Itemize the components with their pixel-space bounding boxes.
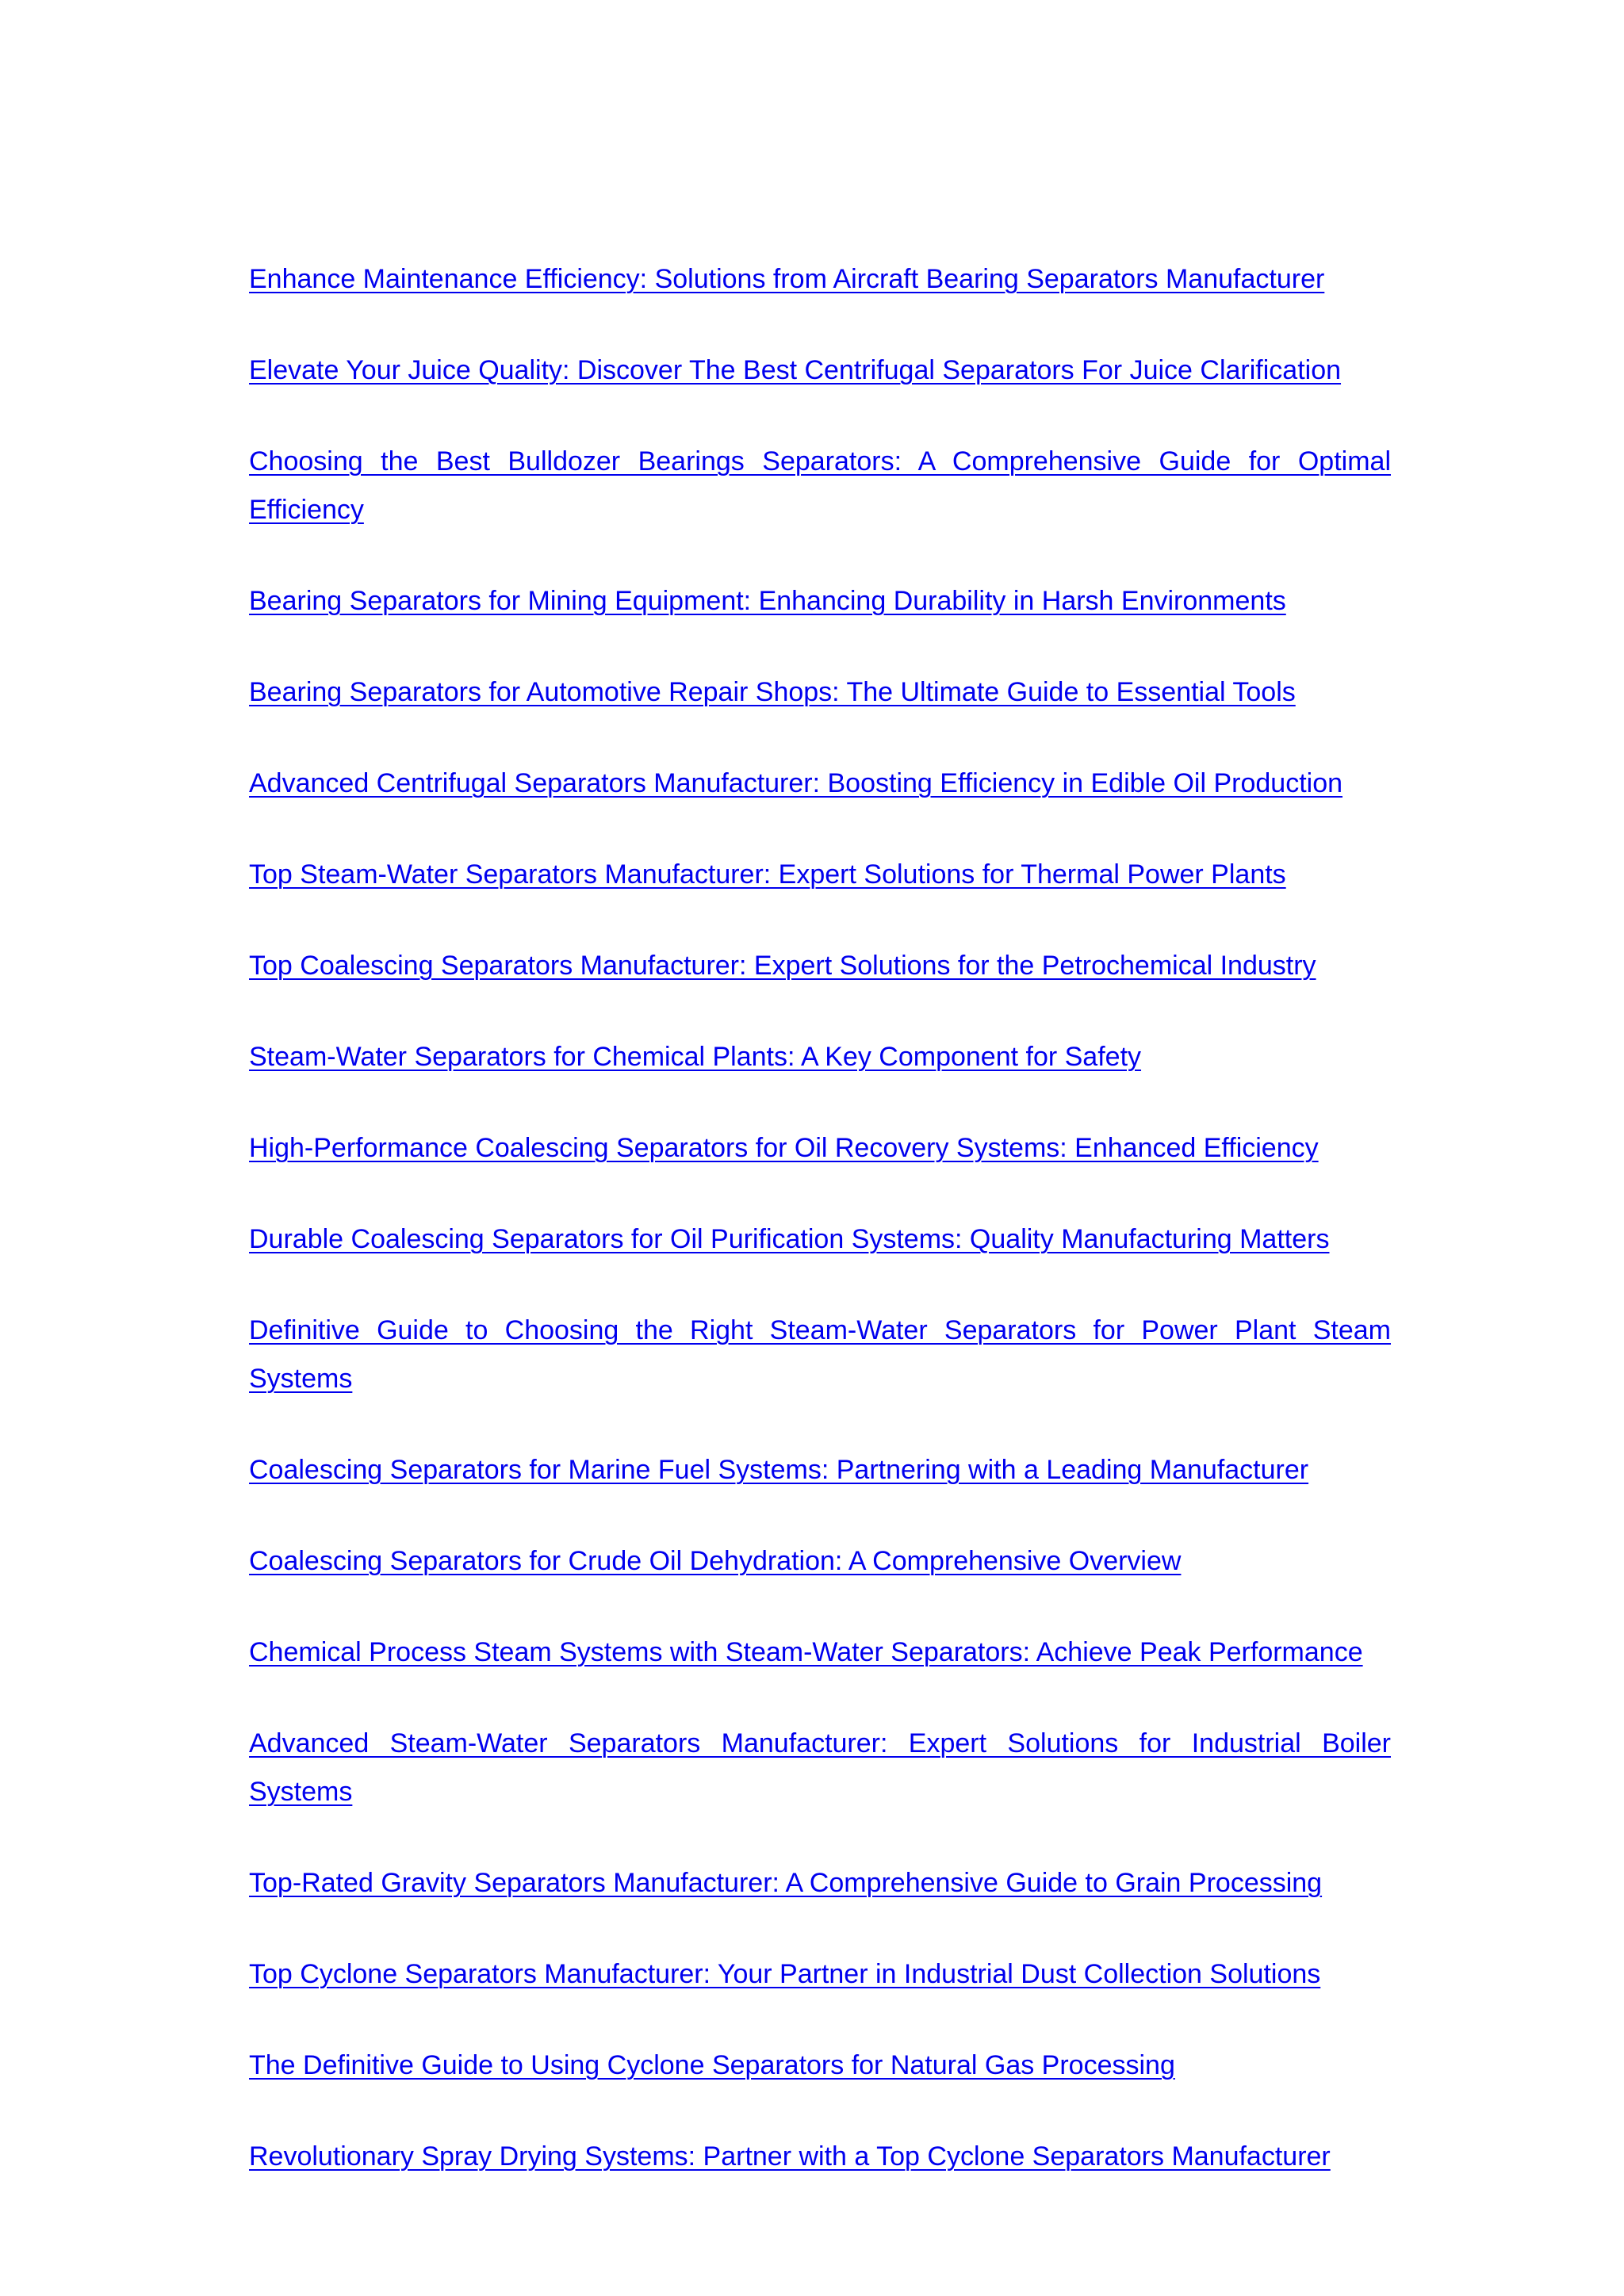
article-link[interactable]: Durable Coalescing Separators for Oil Purification Systems: Quality Manufacturing Matters: [249, 1224, 1330, 1254]
list-item: [249, 1631, 1391, 1679]
list-item: [249, 1035, 1391, 1084]
article-link[interactable]: Advanced Centrifugal Separators Manufacturer: Boosting Efficiency in Edible Oil Production: [249, 768, 1343, 798]
article-link-list: [249, 258, 1391, 2226]
list-item: [249, 2044, 1391, 2092]
list-item: [249, 671, 1391, 719]
list-item: [249, 944, 1391, 993]
article-link[interactable]: Definitive Guide to Choosing the Right Steam-Water Separators for Power Plant Steam Systems: [249, 1315, 1391, 1394]
article-link[interactable]: High-Performance Coalescing Separators for Oil Recovery Systems: Enhanced Efficiency: [249, 1133, 1319, 1163]
article-link[interactable]: Top Steam-Water Separators Manufacturer: Expert Solutions for Thermal Power Plants: [249, 859, 1286, 890]
article-link[interactable]: Coalescing Separators for Marine Fuel Systems: Partnering with a Leading Manufacturer: [249, 1455, 1309, 1485]
article-link[interactable]: Top Cyclone Separators Manufacturer: Your Partner in Industrial Dust Collection Solutions: [249, 1959, 1321, 1989]
article-link[interactable]: Elevate Your Juice Quality: Discover The Best Centrifugal Separators For Juice Clarification: [249, 355, 1342, 385]
article-link[interactable]: Top Coalescing Separators Manufacturer: Expert Solutions for the Petrochemical Industry: [249, 951, 1316, 981]
list-item: [249, 1218, 1391, 1266]
list-item: [249, 349, 1391, 397]
list-item: [249, 1309, 1391, 1406]
article-link[interactable]: Steam-Water Separators for Chemical Plants: A Key Component for Safety: [249, 1042, 1142, 1072]
article-link[interactable]: Coalescing Separators for Crude Oil Dehydration: A Comprehensive Overview: [249, 1546, 1182, 1576]
article-link[interactable]: Bearing Separators for Automotive Repair Shops: The Ultimate Guide to Essential Tools: [249, 677, 1296, 707]
article-link[interactable]: Bearing Separators for Mining Equipment: Enhancing Durability in Harsh Environments: [249, 586, 1286, 616]
article-link[interactable]: Choosing the Best Bulldozer Bearings Separators: A Comprehensive Guide for Optimal Efficiency: [249, 446, 1391, 525]
list-item: [249, 1862, 1391, 1910]
article-link[interactable]: Top-Rated Gravity Separators Manufacturer: A Comprehensive Guide to Grain Processing: [249, 1868, 1323, 1898]
list-item: [249, 1127, 1391, 1175]
list-item: [249, 762, 1391, 810]
list-item: [249, 1953, 1391, 2001]
list-item: [249, 2135, 1391, 2183]
list-item: [249, 1722, 1391, 1819]
article-link[interactable]: Advanced Steam-Water Separators Manufacturer: Expert Solutions for Industrial Boiler Systems: [249, 1728, 1391, 1807]
article-link[interactable]: Chemical Process Steam Systems with Steam-Water Separators: Achieve Peak Performance: [249, 1637, 1363, 1667]
list-item: [249, 258, 1391, 306]
article-link[interactable]: The Definitive Guide to Using Cyclone Separators for Natural Gas Processing: [249, 2050, 1175, 2080]
list-item: [249, 853, 1391, 901]
list-item: [249, 1540, 1391, 1588]
article-link[interactable]: Enhance Maintenance Efficiency: Solutions from Aircraft Bearing Separators Manufacturer: [249, 264, 1325, 294]
list-item: [249, 1448, 1391, 1497]
list-item: [249, 440, 1391, 537]
list-item: [249, 580, 1391, 628]
article-link[interactable]: Revolutionary Spray Drying Systems: Partner with a Top Cyclone Separators Manufacturer: [249, 2141, 1331, 2172]
